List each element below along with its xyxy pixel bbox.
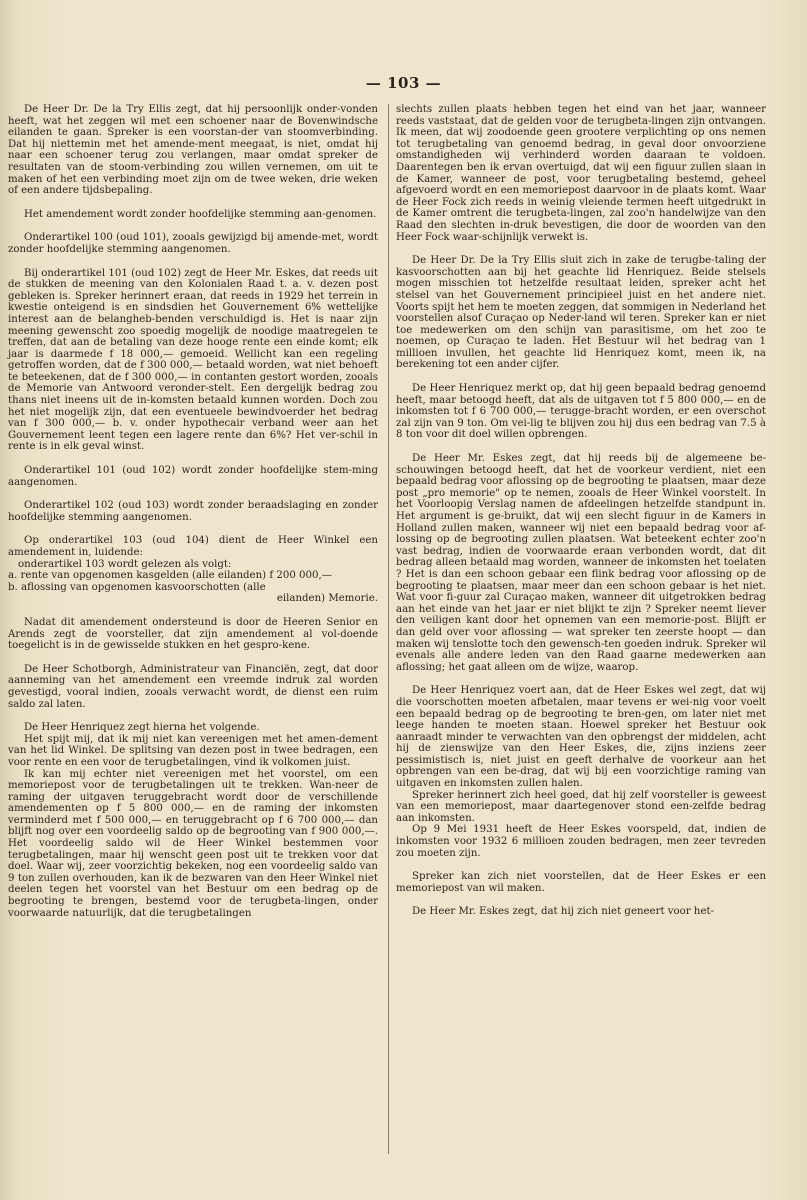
left-column-amendment-line: eilanden) Memorie. xyxy=(276,593,378,605)
left-column-paragraph: Ik kan mij echter niet vereenigen met het voorstel, om een memoriepost voor de terugbetalingen uit te trekken. Wan-neer de raming der uitgaven teruggebracht wordt door de verschillende amendementen op f 5 800 000,— en de raming der inkomsten verminderd met f 500 000,— en teruggebracht op f 6 700 000,— dan blijft nog over een voordeelig saldo op de begrooting van f 900 000,—. Het voordeelig saldo wil de Heer Winkel bestemmen voor terugbetalingen, maar hij wenscht geen post uit te trekken voor dat doel. Waar wij, zeer voorzichtig bekeken, nog een voordeelig saldo van 9 ton zullen overhouden, kan ik de bezwaren van den Heer Winkel niet deelen tegen het voorstel van het Bestuur om een bedrag op de begrooting te brengen, bestemd voor de terugbeta-lingen, onder voorwaarde natuurlijk, dat die terugbetalingen xyxy=(8,768,378,919)
right-column-paragraph: De Heer Dr. De la Try Ellis sluit zich in zake de terugbe-taling der kasvoorschotten aan bij het geachte lid Henriquez. Beide stelsels mogen misschien tot hetzelfde resultaat leiden, spreker acht het stelsel van het Gouvernement principieel juist en het andere niet. Voorts spijt het hem te moeten zeggen, dat sommigen in Nederland het voorstellen alsof Curaçao op Neder-land wil teren. Spreker kan er niet toe medewerken om den schijn van parasitisme, om het zoo te noemen, op Curaçao te laden. Het Bestuur wil het bedrag van 1 millioen invullen, het geachte lid Henriquez komt, meen ik, na berekening tot een ander cijfer. xyxy=(396,255,766,371)
left-column-amendment-line: b. aflossing van opgenomen kasvoorschotten (alle xyxy=(8,581,266,593)
left-column-paragraph: De Heer Henriquez zegt hierna het volgende. xyxy=(24,722,260,734)
right-column-paragraph: De Heer Mr. Eskes zegt, dat hij zich niet geneert voor het- xyxy=(412,906,715,918)
right-column-paragraph: Spreker kan zich niet voorstellen, dat de Heer Eskes er een memoriepost van wil maken. xyxy=(396,871,766,894)
right-column-paragraph: Op 9 Mei 1931 heeft de Heer Eskes voorspeld, dat, indien de inkomsten voor 1932 6 millioen zouden bedragen, men zeer tevreden zou moeten zijn. xyxy=(396,824,766,859)
left-column-paragraph: Onderartikel 102 (oud 103) wordt zonder beraadslaging en zonder hoofdelijke stemming aangenomen. xyxy=(8,500,378,523)
left-column-paragraph: De Heer Dr. De la Try Ellis zegt, dat hij persoonlijk onder-vonden heeft, wat het zeggen wil met een schoener naar de Bovenwindsche eilanden te gaan. Spreker is een voorstan-der van stoomverbinding. Dat hij niettemin met het amende-ment meegaat, is niet, omdat hij naar een schoener terug zou verlangen, maar omdat spreker de resultaten van de stoom-verbinding zou willen vernemen, om uit te maken of het een verbinding moet zijn om de twee weken, drie weken of een andere tijdsbepaling. xyxy=(8,104,378,197)
left-column-paragraph: Nadat dit amendement ondersteund is door de Heeren Senior en Arends zegt de voorsteller, dat zijn amendement al vol-doende toegelicht is in de gewisselde stukken en het gespro-kene. xyxy=(8,616,378,652)
right-column-paragraph: De Heer Henriquez merkt op, dat hij geen bepaald bedrag genoemd heeft, maar betoogd heeft, dat als de uitgaven tot f 5 800 000,— en de inkomsten tot f 6 700 000,— terugge-bracht worden, er een overschot zal zijn van 9 ton. Om vei-lig te blijven zou hij dus een bedrag van 7.5 à 8 ton voor dit doel willen opbrengen. xyxy=(396,383,766,441)
left-column-paragraph: Het amendement wordt zonder hoofdelijke stemming aan-genomen. xyxy=(24,208,377,220)
right-column-paragraph: De Heer Henriquez voert aan, dat de Heer Eskes wel zegt, dat wij die voorschotten moeten afbetalen, maar tevens er wei-nig voor voelt een bepaald bedrag op de begrooting te bren-gen, om later niet met leege handen te moeten staan. Hoewel spreker het Bestuur ook aanraadt minder te verwachten van den opbrengst der middelen, acht hij de zienswijze van den Heer Eskes, die, zijns inziens zeer pessimistisch is, niet juist en geeft derhalve de voorkeur aan het opbrengen van een be-drag, dat wij bij een voorzichtige raming van uitgaven en inkomsten zullen halen. xyxy=(396,685,766,790)
left-column-paragraph: Op onderartikel 103 (oud 104) dient de Heer Winkel een amendement in, luidende: xyxy=(8,535,378,558)
right-column-paragraph: De Heer Mr. Eskes zegt, dat hij reeds bij de algemeene be-schouwingen betoogd heeft, dat het de voorkeur verdient, niet een bepaald bedrag voor aflossing op de begrooting te plaatsen, maar deze post „pro memorie" op te nemen, zooals de Heer Winkel voorstelt. In het Voorloopig Verslag namen de afdeelingen hetzelfde standpunt in. Het argument is ge-bruikt, dat wij een slecht figuur in de Kamers in Holland zullen maken, wanneer wij niet een bepaald bedrag voor af-lossing op de begrooting zullen plaatsen. Wat beteekent echter zoo'n vast bedrag, indien de voorwaarde eraan verbonden wordt, dat dit bedrag alleen betaald mag worden, wanneer de inkomsten het toelaten ? Het is dan een schoon gebaar een flink bedrag voor aflossing op de begrooting te plaatsen, maar meer dan een schoon gebaar is het niet. Wat voor fi-guur zal Curaçao maken, wanneer dit uitgetrokken bedrag aan het einde van het jaar er niet blijkt te zijn ? Spreker neemt liever den veiligen kant door het opnemen van een memorie-post. Blijft er dan geld over voor aflossing — wat spreker ten zeerste hoopt — dan maken wij tenslotte toch den gewensch-ten goeden indruk. Spreker wil evenals alle andere leden van den Raad gaarne medewerken aan aflossing; het gaat alleen om de wijze, waarop. xyxy=(396,453,766,673)
left-column-amendment-line: onderartikel 103 wordt gelezen als volgt: xyxy=(18,558,232,570)
column-divider xyxy=(388,104,389,1154)
page-number: — 103 — xyxy=(365,74,442,92)
left-column-paragraph: Onderartikel 101 (oud 102) wordt zonder hoofdelijke stem-ming aangenomen. xyxy=(8,465,378,488)
right-column-paragraph: Spreker herinnert zich heel goed, dat hij zelf voorsteller is geweest van een memoriepost, maar daartegenover stond een-zelfde bedrag aan inkomsten. xyxy=(396,789,766,824)
left-column-paragraph: Onderartikel 100 (oud 101), zooals gewijzigd bij amende-met, wordt zonder hoofdelijke stemming aangenomen. xyxy=(8,232,378,255)
left-column-amendment-line: a. rente van opgenomen kasgelden (alle eilanden) f 200 000,— xyxy=(8,570,332,582)
right-column xyxy=(396,104,766,930)
left-column-paragraph: Het spijt mij, dat ik mij niet kan vereenigen met het amen-dement van het lid Winkel. De splitsing van dezen post in twee bedragen, een voor rente en een voor de terugbetalingen, vind ik volkomen juist. xyxy=(8,733,378,768)
right-column-paragraph: slechts zullen plaats hebben tegen het eind van het jaar, wanneer reeds vaststaat, dat de gelden voor de terugbeta-lingen zijn ontvangen. Ik meen, dat wij zoodoende geen grootere verplichting op ons nemen tot terugbetaling van genoemd bedrag, in geval door onvoorziene omstandigheden wij verhinderd worden daaraan te voldoen. Daarentegen ben ik ervan overtuigd, dat wij een figuur zullen slaan in de Kamer, wanneer de post, voor terugbetaling bestemd, geheel afgevoerd wordt en een memoriepost daarvoor in de plaats komt. Waar de Heer Fock zich reeds in weinig vleiende termen heeft uitgedrukt in de Kamer omtrent die terugbeta-lingen, zal zoo'n handelwijze van den Raad den slechten in-druk bevestigen, die door de woorden van den Heer Fock waar-schijnlijk verwekt is. xyxy=(396,104,766,243)
left-column-paragraph: De Heer Schotborgh, Administrateur van Financiën, zegt, dat door aanneming van het amendement een vreemde indruk zal worden gevestigd, vooral indien, zooals verwacht wordt, de dienst een ruim saldo zal laten. xyxy=(8,663,378,710)
left-column-paragraph: Bij onderartikel 101 (oud 102) zegt de Heer Mr. Eskes, dat reeds uit de stukken de meening van den Kolonialen Raad t. a. v. dezen post gebleken is. Spreker herinnert eraan, dat reeds in 1929 het terrein in kwestie onteigend is en sindsdien het Gouvernement 6% wettelijke interest aan de belangheb-benden verschuldigd is. Het is naar zijn meening gewenscht zoo spoedig mogelijk de noodige maatregelen te treffen, dat aan de betaling van deze hooge rente een einde komt; elk jaar is daarmede f 18 000,— gemoeid. Wellicht kan een regeling getroffen worden, dat de f 300 000,— betaald worden, wat niet behoeft te beteekenen, dat de f 300 000,— in contanten gestort worden, zooals de Memorie van Antwoord veronder-stelt. Een dergelijk bedrag zou thans niet ineens uit de in-komsten betaald kunnen worden. Doch zou het niet mogelijk zijn, dat een eventueele bewindvoerder het bedrag van f 300 000,— b. v. onder hypothecair verband weer aan het Gouvernement leent tegen een lagere rente dan 6%? Het ver-schil in rente is in elk geval winst. xyxy=(8,267,378,453)
left-column xyxy=(8,104,378,931)
